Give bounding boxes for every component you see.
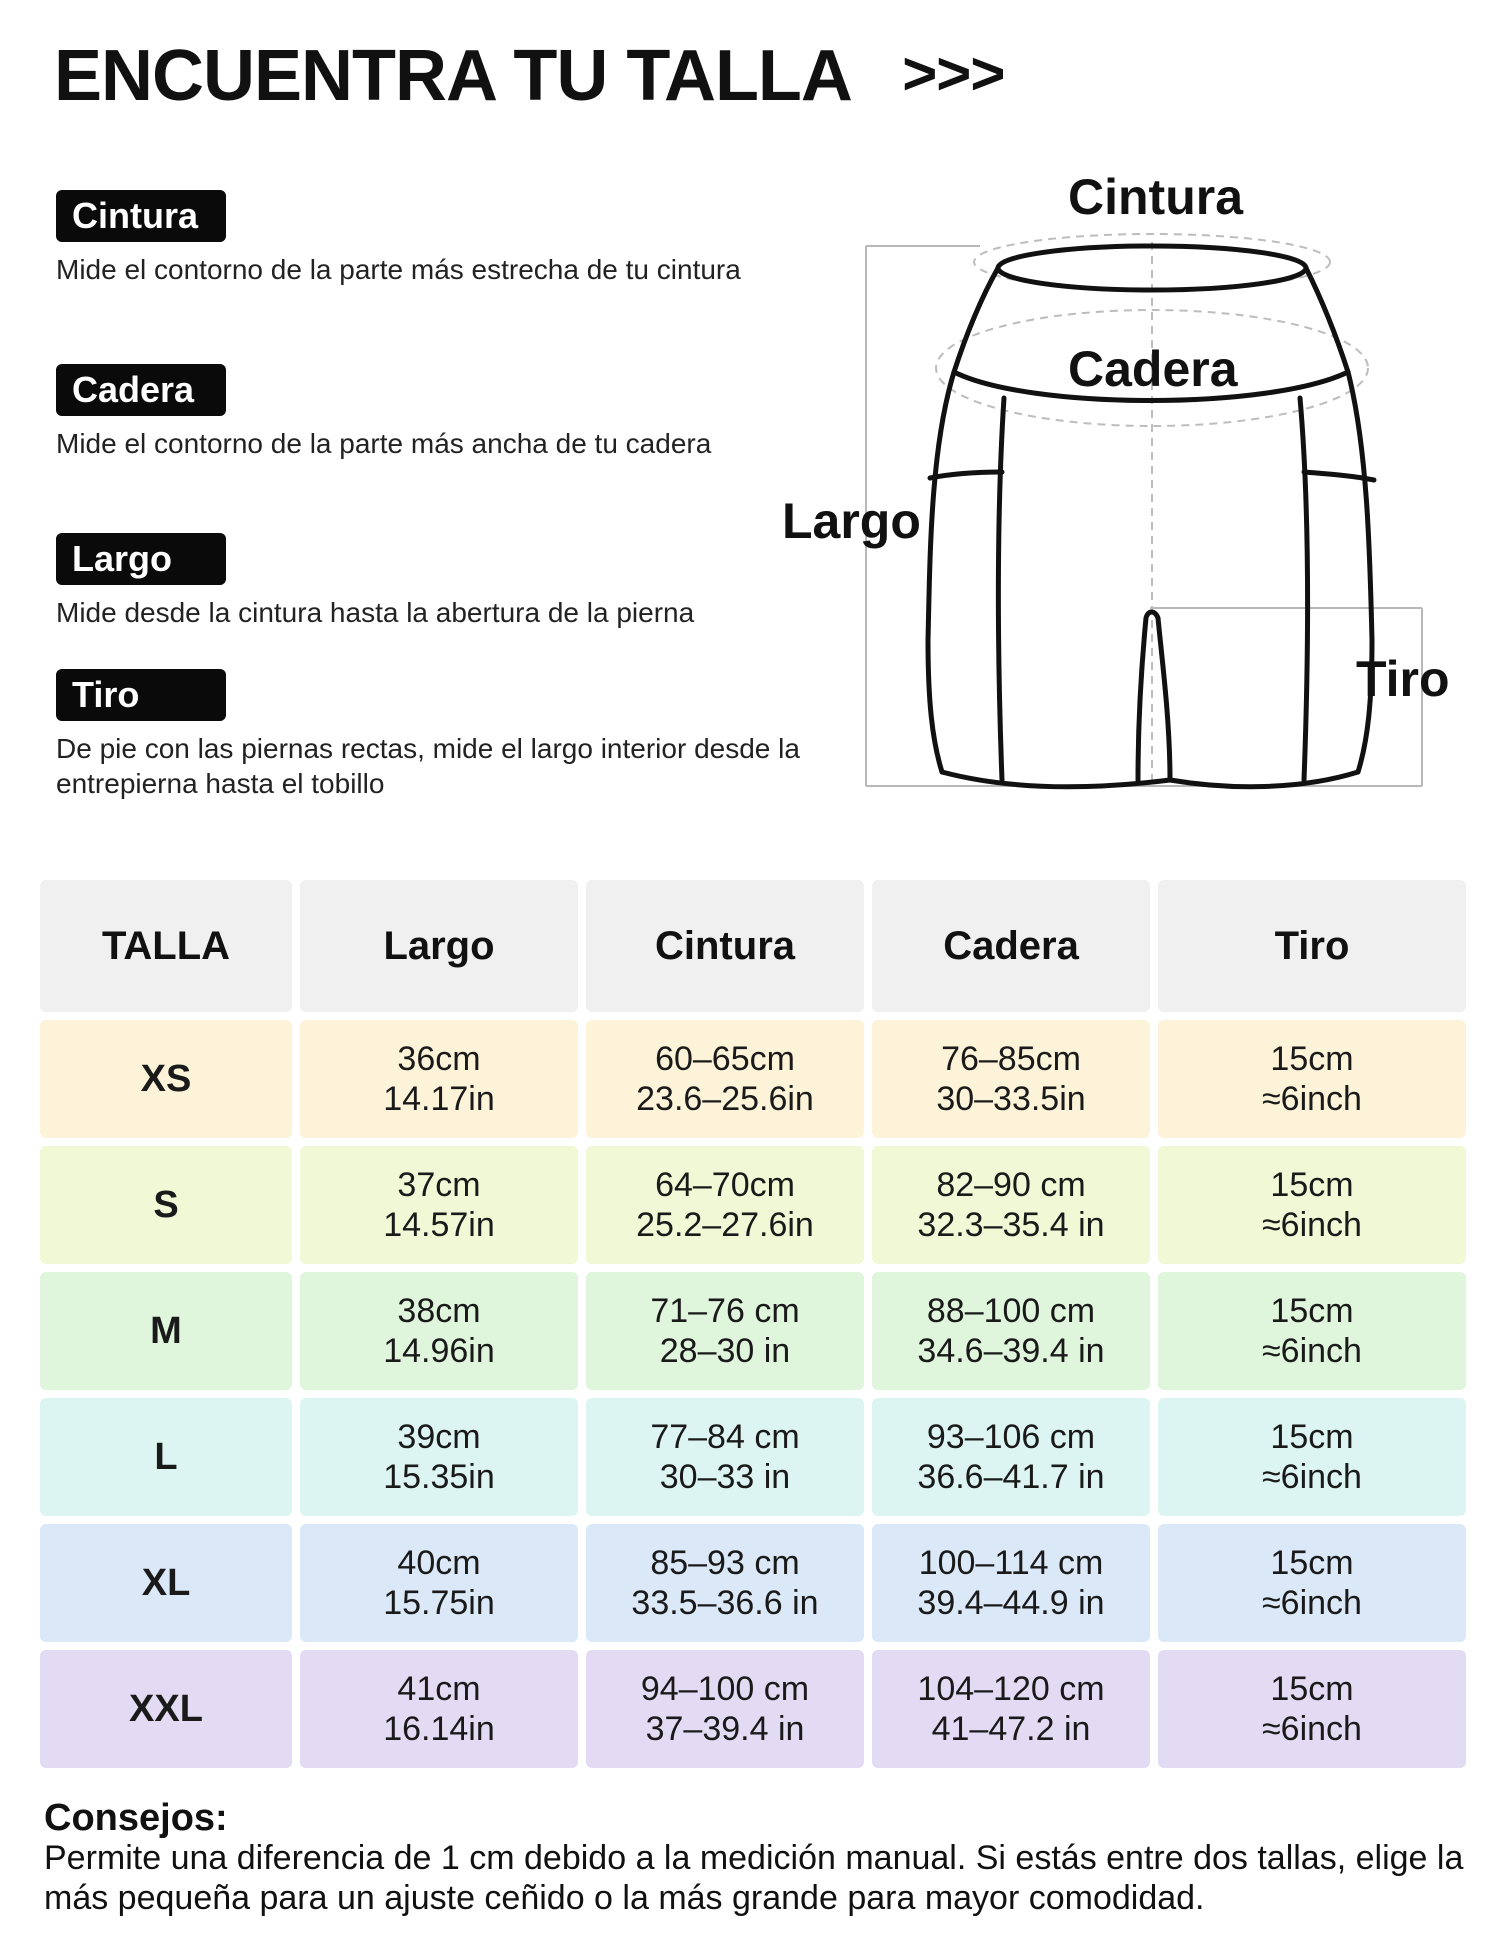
cm-value: 85–93 cm (650, 1544, 800, 1582)
cadera-cell (872, 1272, 1150, 1390)
diagram-label-cadera: Cadera (1068, 341, 1238, 397)
measure-largo (56, 533, 796, 630)
in-value: ≈6inch (1262, 1080, 1362, 1118)
cintura-cell (586, 1650, 864, 1768)
cintura-cell (586, 1020, 864, 1138)
diagram-label-largo: Largo (782, 493, 921, 549)
cm-value: 40cm (397, 1544, 481, 1582)
cm-value: 15cm (1270, 1040, 1354, 1078)
largo-cell (300, 1020, 578, 1138)
table-header-row (40, 880, 1466, 1012)
table-row (40, 1020, 1466, 1138)
page-title (54, 36, 1005, 116)
header-cadera: Cadera (872, 880, 1150, 1012)
cadera-cell (872, 1524, 1150, 1642)
table-row (40, 1650, 1466, 1768)
cm-value: 36cm (397, 1040, 481, 1078)
cm-value: 82–90 cm (936, 1166, 1086, 1204)
cm-value: 15cm (1270, 1166, 1354, 1204)
cm-value: 94–100 cm (640, 1670, 810, 1708)
in-value: 28–30 in (659, 1332, 791, 1370)
cm-value: 77–84 cm (650, 1418, 800, 1456)
tiro-cell (1158, 1146, 1466, 1264)
largo-cell (300, 1524, 578, 1642)
in-value: 33.5–36.6 in (631, 1584, 819, 1622)
cm-value: 100–114 cm (918, 1544, 1104, 1582)
measure-badge: Cintura (56, 190, 226, 242)
in-value: 15.35in (383, 1458, 495, 1496)
size-cell: S (40, 1146, 292, 1264)
in-value: ≈6inch (1262, 1332, 1362, 1370)
measure-badge: Cadera (56, 364, 226, 416)
largo-cell (300, 1650, 578, 1768)
cm-value: 76–85cm (941, 1040, 1081, 1078)
in-value: 41–47.2 in (931, 1710, 1091, 1748)
cadera-cell (872, 1146, 1150, 1264)
in-value: 16.14in (383, 1710, 495, 1748)
cm-value: 15cm (1270, 1544, 1354, 1582)
in-value: 14.57in (383, 1206, 495, 1244)
measure-badge: Largo (56, 533, 226, 585)
largo-cell (300, 1398, 578, 1516)
cm-value: 71–76 cm (650, 1292, 800, 1330)
measure-cintura (56, 190, 796, 287)
measure-badge: Tiro (56, 669, 226, 721)
measure-description: Mide desde la cintura hasta la abertura de la pierna (56, 597, 695, 628)
in-value: ≈6inch (1262, 1584, 1362, 1622)
cadera-cell (872, 1398, 1150, 1516)
tiro-cell (1158, 1650, 1466, 1768)
cm-value: 39cm (397, 1418, 481, 1456)
header-talla: TALLA (40, 880, 292, 1012)
tiro-cell (1158, 1398, 1466, 1516)
tips-text: Permite una diferencia de 1 cm debido a la medición manual. Si estás entre dos tallas, elige la más pequeña para un ajuste ceñido o la más grande para mayor comodidad. (44, 1839, 1464, 1917)
in-value: 25.2–27.6in (636, 1206, 814, 1244)
cadera-cell (872, 1020, 1150, 1138)
in-value: 34.6–39.4 in (917, 1332, 1105, 1370)
cm-value: 88–100 cm (926, 1292, 1096, 1330)
cm-value: 38cm (397, 1292, 481, 1330)
size-cell: M (40, 1272, 292, 1390)
in-value: 30–33 in (659, 1458, 791, 1496)
cm-value: 41cm (397, 1670, 481, 1708)
measure-description: Mide el contorno de la parte más estrecha de tu cintura (56, 254, 741, 285)
in-value: 30–33.5in (936, 1080, 1086, 1118)
cintura-cell (586, 1146, 864, 1264)
diagram-label-tiro: Tiro (1356, 651, 1450, 707)
in-value: 32.3–35.4 in (917, 1206, 1105, 1244)
measure-description: Mide el contorno de la parte más ancha de tu cadera (56, 428, 712, 459)
measure-cadera (56, 364, 796, 461)
largo-cell (300, 1146, 578, 1264)
cintura-cell (586, 1524, 864, 1642)
size-table (32, 872, 1474, 1776)
in-value: 14.17in (383, 1080, 495, 1118)
cm-value: 104–120 cm (917, 1670, 1105, 1708)
in-value: 14.96in (383, 1332, 495, 1370)
tiro-cell (1158, 1524, 1466, 1642)
in-value: 39.4–44.9 in (917, 1584, 1105, 1622)
table-row (40, 1524, 1466, 1642)
tiro-cell (1158, 1020, 1466, 1138)
table-row (40, 1398, 1466, 1516)
size-cell: XS (40, 1020, 292, 1138)
tips-section (44, 1798, 1464, 1918)
cm-value: 60–65cm (655, 1040, 795, 1078)
cm-value: 15cm (1270, 1418, 1354, 1456)
cm-value: 93–106 cm (926, 1418, 1096, 1456)
size-cell: XXL (40, 1650, 292, 1768)
in-value: 36.6–41.7 in (917, 1458, 1105, 1496)
header-cintura: Cintura (586, 880, 864, 1012)
cm-value: 37cm (397, 1166, 481, 1204)
diagram-label-cintura: Cintura (1068, 169, 1243, 225)
cintura-cell (586, 1272, 864, 1390)
size-cell: XL (40, 1524, 292, 1642)
header-tiro: Tiro (1158, 880, 1466, 1012)
table-row (40, 1272, 1466, 1390)
title-text: ENCUENTRA TU TALLA (54, 36, 850, 116)
cm-value: 15cm (1270, 1292, 1354, 1330)
tips-title: Consejos: (44, 1797, 228, 1839)
largo-cell (300, 1272, 578, 1390)
in-value: 23.6–25.6in (636, 1080, 814, 1118)
measure-description: De pie con las piernas rectas, mide el largo interior desde la entrepierna hasta el tobillo (56, 733, 800, 799)
in-value: ≈6inch (1262, 1206, 1362, 1244)
tiro-cell (1158, 1272, 1466, 1390)
in-value: 15.75in (383, 1584, 495, 1622)
in-value: ≈6inch (1262, 1710, 1362, 1748)
cm-value: 64–70cm (655, 1166, 795, 1204)
measure-tiro (56, 669, 816, 801)
in-value: ≈6inch (1262, 1458, 1362, 1496)
size-cell: L (40, 1398, 292, 1516)
title-arrows: >>> (902, 40, 1005, 107)
cm-value: 15cm (1270, 1670, 1354, 1708)
cintura-cell (586, 1398, 864, 1516)
cadera-cell (872, 1650, 1150, 1768)
in-value: 37–39.4 in (645, 1710, 805, 1748)
header-largo: Largo (300, 880, 578, 1012)
table-row (40, 1146, 1466, 1264)
